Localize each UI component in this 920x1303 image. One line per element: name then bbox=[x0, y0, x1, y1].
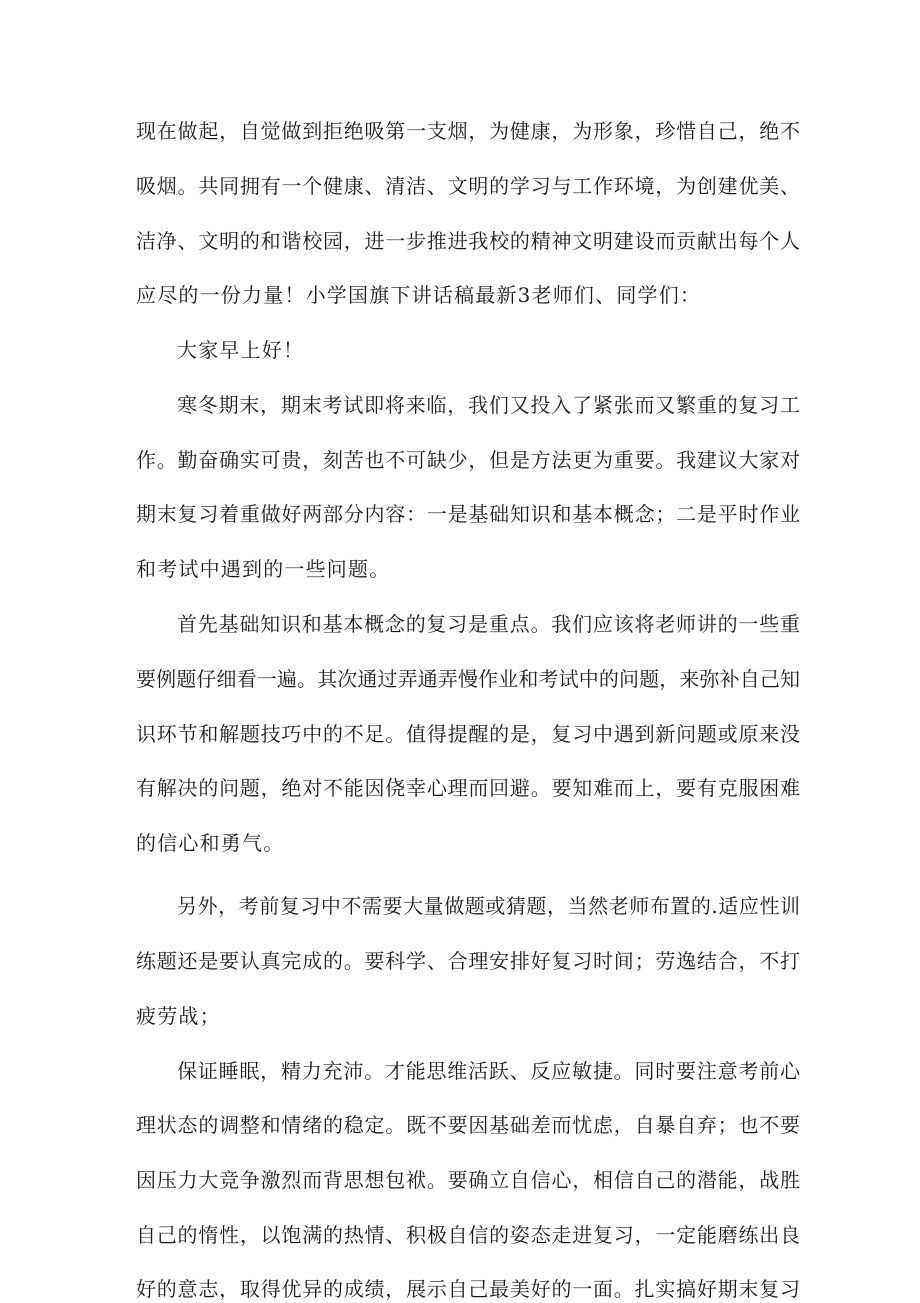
text-line: 理状态的调整和情绪的稳定。既不要因基础差而忧虑，自暴自弃；也不要 bbox=[136, 1113, 800, 1137]
text-line: 的信心和勇气。 bbox=[136, 831, 285, 855]
text-line: 首先基础知识和基本概念的复习是重点。我们应该将老师讲的一些重 bbox=[177, 612, 800, 636]
text-line: 有解决的问题，绝对不能因侥幸心理而回避。要知难而上，要有克服困难 bbox=[136, 776, 800, 800]
text-line: 疲劳战； bbox=[136, 1004, 221, 1028]
text-line: 和考试中遇到的一些问题。 bbox=[136, 557, 391, 581]
text-line: 作。勤奋确实可贵，刻苦也不可缺少，但是方法更为重要。我建议大家对 bbox=[136, 448, 800, 472]
text-line: 吸烟。共同拥有一个健康、清洁、文明的学习与工作环境，为创建优美、 bbox=[136, 174, 800, 198]
greeting-line: 大家早上好！ bbox=[177, 338, 305, 362]
text-line: 保证睡眠，精力充沛。才能思维活跃、反应敏捷。同时要注意考前心 bbox=[177, 1059, 800, 1083]
text-line: 期末复习着重做好两部分内容：一是基础知识和基本概念；二是平时作业 bbox=[136, 502, 800, 526]
text-line: 识环节和解题技巧中的不足。值得提醒的是，复习中遇到新问题或原来没 bbox=[136, 722, 800, 746]
text-line: 好的意志，取得优异的成绩，展示自己最美好的一面。扎实搞好期末复习 bbox=[136, 1277, 800, 1301]
text-line: 应尽的一份力量！小学国旗下讲话稿最新3老师们、同学们： bbox=[136, 283, 702, 307]
text-line: 另外，考前复习中不需要大量做题或猜题，当然老师布置的.适应性训 bbox=[177, 894, 800, 918]
text-line: 洁净、文明的和谐校园，进一步推进我校的精神文明建设而贡献出每个人 bbox=[136, 229, 800, 253]
text-line: 自己的惰性，以饱满的热情、积极自信的姿态走进复习，一定能磨练出良 bbox=[136, 1223, 800, 1247]
text-line: 现在做起，自觉做到拒绝吸第一支烟，为健康，为形象，珍惜自己，绝不 bbox=[136, 119, 800, 143]
text-line: 要例题仔细看一遍。其次通过弄通弄慢作业和考试中的问题，来弥补自己知 bbox=[136, 667, 800, 691]
text-line: 寒冬期末，期末考试即将来临，我们又投入了紧张而又繁重的复习工 bbox=[177, 393, 800, 417]
text-line: 练题还是要认真完成的。要科学、合理安排好复习时间；劳逸结合，不打 bbox=[136, 949, 800, 973]
text-line: 因压力大竞争激烈而背思想包袱。要确立自信心，相信自己的潜能，战胜 bbox=[136, 1168, 800, 1192]
